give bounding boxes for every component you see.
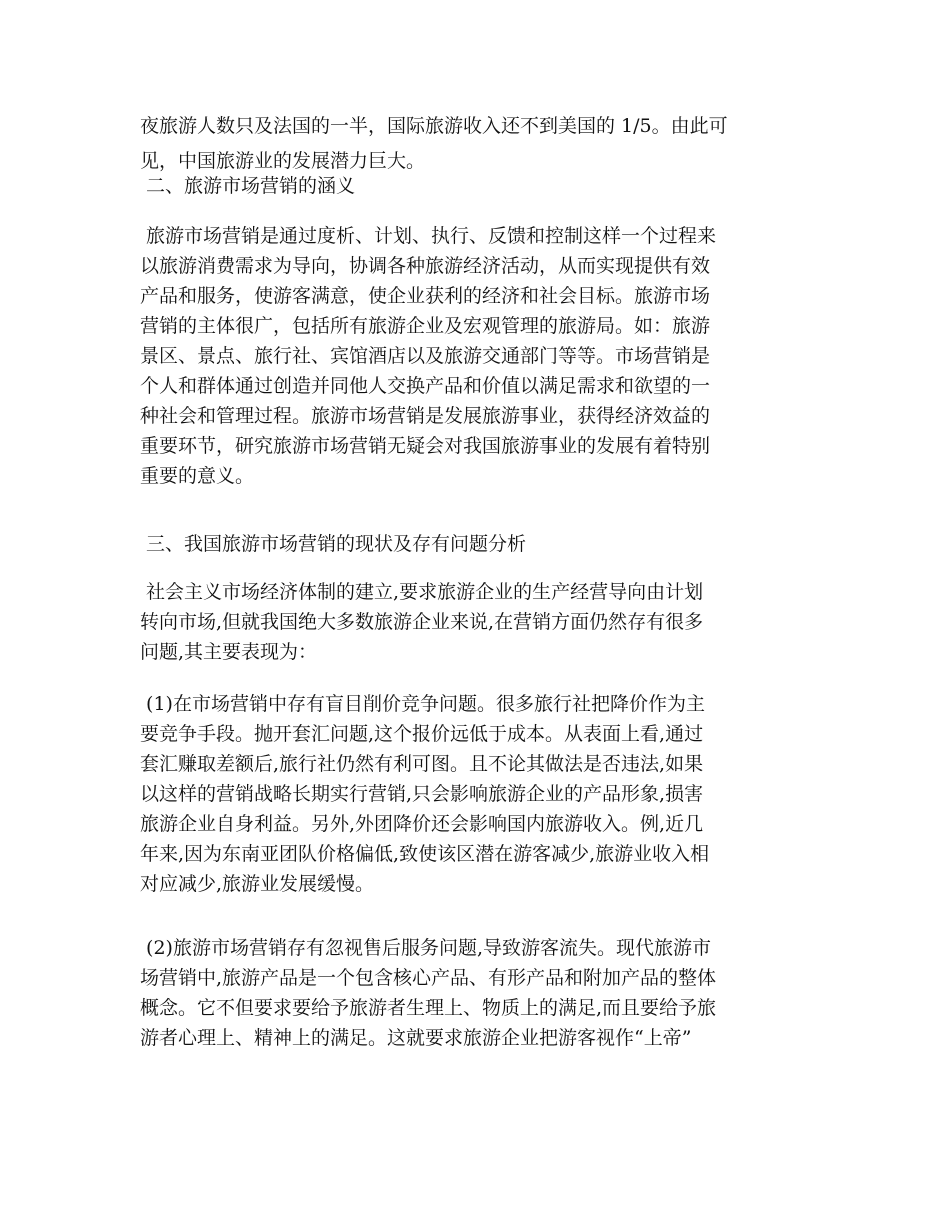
- text-line: 旅游市场营销是通过度析、计划、执行、反馈和控制这样一个过程来: [140, 225, 717, 247]
- text-line: 以旅游消费需求为导向，协调各种旅游经济活动，从而实现提供有效: [140, 255, 711, 277]
- text-line: 概念。它不但要求要给予旅游者生理上、物质上的满足,而且要给予旅: [140, 997, 717, 1019]
- text-line: 游者心理上、精神上的满足。这就要求旅游企业把游客视作“上帝”: [140, 1027, 692, 1049]
- text-line: 要竞争手段。抛开套汇问题,这个报价远低于成本。从表面上看,通过: [140, 723, 704, 745]
- text-line: 旅游企业自身利益。另外,外团降价还会影响国内旅游收入。例,近几: [140, 813, 704, 835]
- text-line: 见，中国旅游业的发展潜力巨大。: [140, 150, 426, 172]
- text-line: 营销的主体很广，包括所有旅游企业及宏观管理的旅游局。如：旅游: [140, 315, 711, 337]
- text-line: 产品和服务，使游客满意，使企业获利的经济和社会目标。旅游市场: [140, 285, 711, 307]
- text-line: 重要的意义。: [140, 465, 255, 487]
- text-line: 夜旅游人数只及法国的一半，国际旅游收入还不到美国的 1/5。由此可: [140, 115, 728, 137]
- text-line: 以这样的营销战略长期实行营销,只会影响旅游企业的产品形象,损害: [140, 783, 704, 805]
- text-line: 场营销中,旅游产品是一个包含核心产品、有形产品和附加产品的整体: [140, 967, 717, 989]
- text-line: 对应减少,旅游业发展缓慢。: [140, 873, 375, 895]
- heading-text: 三、我国旅游市场营销的现状及存有问题分析: [140, 533, 527, 555]
- text-line: 年来,因为东南亚团队价格偏低,致使该区潜在游客减少,旅游业收入相: [140, 843, 710, 865]
- text-line: 套汇赚取差额后,旅行社仍然有利可图。且不论其做法是否违法,如果: [140, 753, 704, 775]
- text-line: 个人和群体通过创造并同他人交换产品和价值以满足需求和欲望的一: [140, 375, 711, 397]
- text-line: 问题,其主要表现为：: [140, 641, 318, 663]
- text-line: 景区、景点、旅行社、宾馆酒店以及旅游交通部门等等。市场营销是: [140, 345, 711, 367]
- text-line: 转向市场,但就我国绝大多数旅游企业来说,在营销方面仍然存有很多: [140, 611, 704, 633]
- heading-text: 二、旅游市场营销的涵义: [140, 175, 356, 197]
- text-line: 重要环节，研究旅游市场营销无疑会对我国旅游事业的发展有着特别: [140, 435, 711, 457]
- text-line: 社会主义市场经济体制的建立,要求旅游企业的生产经营导向由计划: [140, 581, 704, 603]
- text-line: (2)旅游市场营销存有忽视售后服务问题,导致游客流失。现代旅游市: [140, 937, 711, 959]
- text-line: (1)在市场营销中存有盲目削价竞争问题。很多旅行社把降价作为主: [140, 693, 705, 715]
- text-line: 种社会和管理过程。旅游市场营销是发展旅游事业，获得经济效益的: [140, 405, 711, 427]
